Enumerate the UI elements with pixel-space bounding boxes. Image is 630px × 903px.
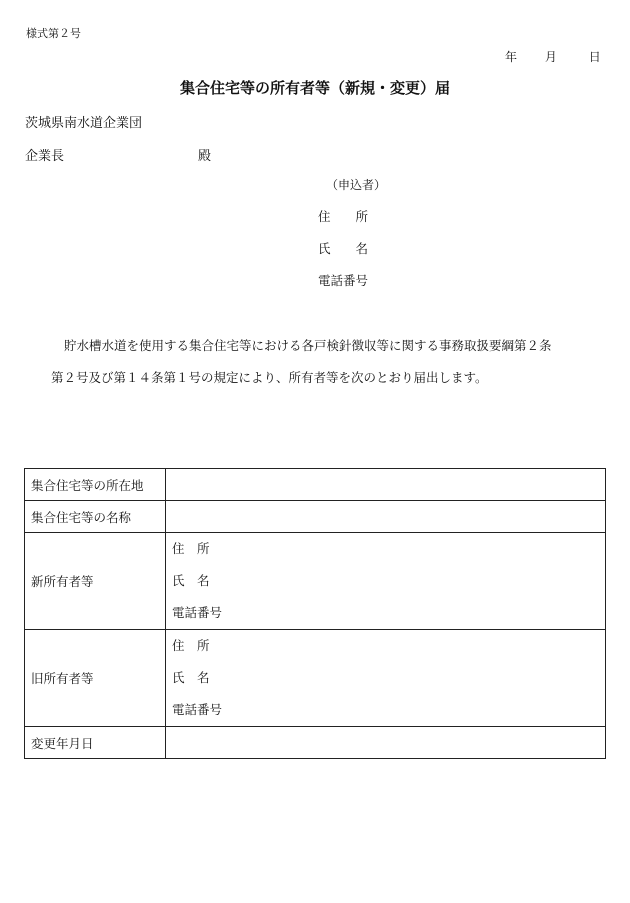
change-date-field[interactable] xyxy=(166,727,606,759)
date-line xyxy=(505,48,601,65)
table-row-location xyxy=(25,469,606,501)
building-name-field[interactable] xyxy=(166,501,606,533)
old-owner-name-label: 氏 名 xyxy=(172,670,210,685)
new-owner-field[interactable] xyxy=(166,533,606,630)
body-paragraph xyxy=(51,330,611,394)
applicant-header: （申込者） xyxy=(326,178,387,192)
table-row-new-owner xyxy=(25,533,606,630)
new-owner-name-label: 氏 名 xyxy=(172,573,210,588)
table-row-name xyxy=(25,501,606,533)
new-owner-address-label: 住 所 xyxy=(172,541,210,556)
date-day-label: 日 xyxy=(588,50,601,64)
addressee-position: 企業長 xyxy=(25,149,65,164)
old-owner-field[interactable] xyxy=(166,630,606,727)
table-row-old-owner xyxy=(25,630,606,727)
table-row-change-date xyxy=(25,727,606,759)
addressee-honorific: 殿 xyxy=(198,149,212,164)
location-field[interactable] xyxy=(166,469,606,501)
applicant-address-label: 住 所 xyxy=(318,209,369,224)
new-owner-label: 新所有者等 xyxy=(25,533,166,630)
old-owner-address-label: 住 所 xyxy=(172,638,210,653)
form-number: 様式第２号 xyxy=(26,27,81,40)
body-line-1: 貯水槽水道を使用する集合住宅等における各戸検針徴収等に関する事務取扱要綱第２条 xyxy=(64,338,552,353)
date-year-label: 年 xyxy=(505,50,518,64)
old-owner-label: 旧所有者等 xyxy=(25,630,166,727)
applicant-name-label: 氏 名 xyxy=(318,241,369,256)
old-owner-phone-label: 電話番号 xyxy=(172,702,223,717)
date-month-label: 月 xyxy=(544,50,557,64)
change-date-label: 変更年月日 xyxy=(25,727,166,759)
new-owner-phone-label: 電話番号 xyxy=(172,605,223,620)
document-title: 集合住宅等の所有者等（新規・変更）届 xyxy=(179,79,450,97)
applicant-phone-label: 電話番号 xyxy=(318,273,369,288)
body-line-2: 第２号及び第１４条第１号の規定により、所有者等を次のとおり届出します。 xyxy=(51,370,488,385)
registration-table xyxy=(24,468,606,759)
addressee-organization: 茨城県南水道企業団 xyxy=(25,116,143,131)
location-label: 集合住宅等の所在地 xyxy=(25,469,166,501)
building-name-label: 集合住宅等の名称 xyxy=(25,501,166,533)
